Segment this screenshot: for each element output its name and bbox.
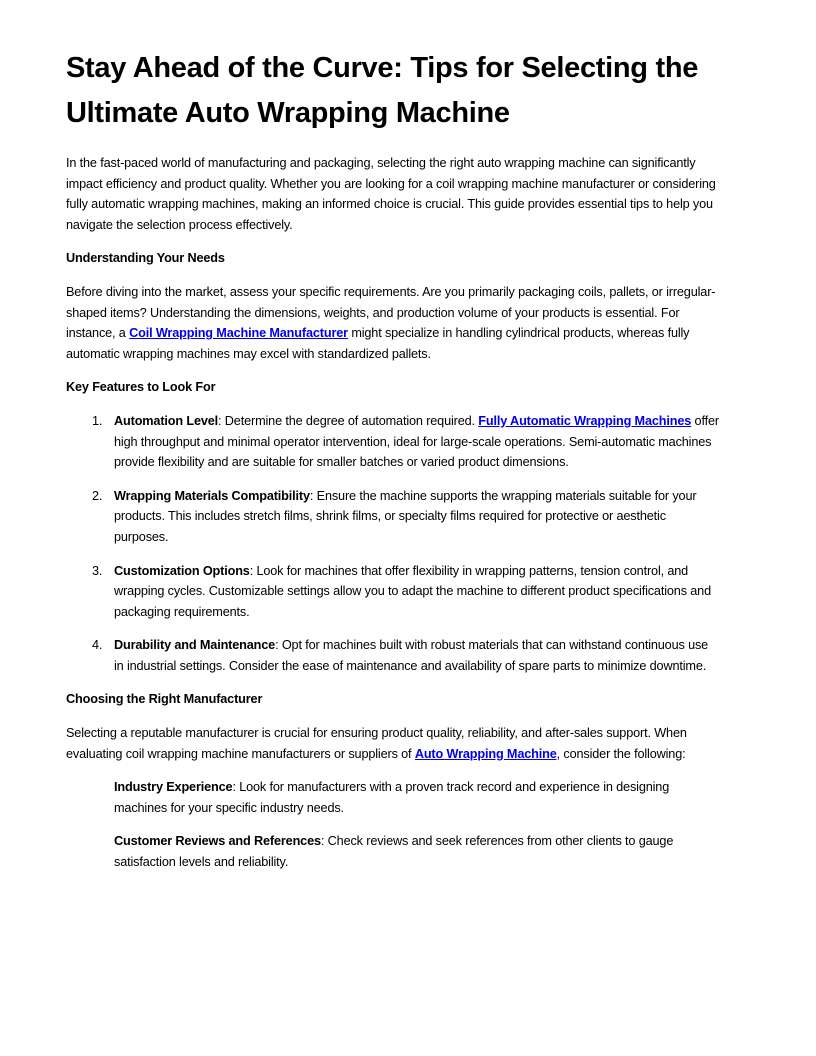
text: , consider the following: bbox=[556, 746, 686, 761]
term: Customization Options bbox=[114, 563, 250, 578]
text: : Look for machines that offer flexibility in wrapping patterns, tension control, and wrapping cycles. Customizable settings allow you to adapt the machine to different product specifications and packaging requirements. bbox=[114, 563, 711, 619]
intro-paragraph: In the fast-paced world of manufacturing and packaging, selecting the right auto wrapping machine can significantly impact efficiency and product quality. Whether you are looking for a coil wrapping machine manufacturer or considering fully automatic wrapping machines, making an informed choice is crucial. This guide provides essential tips to help you navigate the selection process effectively. bbox=[66, 156, 716, 232]
text: might specialize in handling cylindrical products, whereas fully automatic wrapping machines may excel with standardized pallets. bbox=[66, 326, 690, 361]
text: Selecting a reputable manufacturer is crucial for ensuring product quality, reliability, and after-sales support. When evaluating coil wrapping machine manufacturers or suppliers of bbox=[66, 726, 687, 761]
text: : Ensure the machine supports the wrapping materials suitable for your products. This includes stretch films, shrink films, or specialty films required for protective or aesthetic purposes. bbox=[114, 488, 697, 544]
text: : Check reviews and seek references from other clients to gauge satisfaction levels and reliability. bbox=[114, 834, 674, 870]
paragraph bbox=[66, 723, 720, 764]
text: offer high throughput and minimal operator intervention, ideal for large-scale operations. Semi-automatic machines provide flexibility and are suitable for smaller batches or varied product dimensions. bbox=[114, 413, 719, 470]
paragraph bbox=[66, 282, 720, 364]
list-item bbox=[66, 635, 720, 676]
list-number: 2. bbox=[92, 488, 103, 503]
features-list bbox=[66, 411, 720, 677]
text: : Opt for machines built with robust materials that can withstand continuous use in industrial settings. Consider the ease of maintenance and availability of spare parts to minimize downtime. bbox=[114, 638, 709, 673]
term: Durability and Maintenance bbox=[114, 638, 276, 653]
list-item bbox=[66, 486, 720, 548]
text: Before diving into the market, assess your specific requirements. Are you primarily packaging coils, pallets, or irregular-shaped items? Understanding the dimensions, weights, and production volume of your products is essential. For instance, a bbox=[66, 284, 716, 341]
text: : Look for manufacturers with a proven track record and experience in designing machines for your specific industry needs. bbox=[114, 780, 670, 815]
section-heading: Understanding Your Needs bbox=[66, 251, 225, 266]
list-number: 4. bbox=[92, 638, 103, 653]
list-item bbox=[66, 411, 720, 473]
term: Automation Level bbox=[114, 413, 219, 428]
page-title: Stay Ahead of the Curve: Tips for Selecting the Ultimate Auto Wrapping Machine bbox=[66, 52, 699, 129]
indented-item bbox=[66, 777, 720, 818]
term: Wrapping Materials Compatibility bbox=[114, 488, 310, 503]
document-page bbox=[66, 46, 720, 886]
auto-wrapping-link[interactable]: Auto Wrapping Machine bbox=[414, 746, 557, 761]
term: Industry Experience bbox=[114, 780, 233, 795]
coil-wrapping-link[interactable]: Coil Wrapping Machine Manufacturer bbox=[129, 326, 348, 341]
list-number: 3. bbox=[92, 563, 103, 578]
section-heading: Choosing the Right Manufacturer bbox=[66, 692, 263, 707]
indented-item bbox=[66, 831, 720, 872]
list-number: 1. bbox=[92, 413, 103, 428]
text: : Determine the degree of automation required. bbox=[218, 413, 479, 428]
fully-automatic-link[interactable]: Fully Automatic Wrapping Machines bbox=[478, 413, 692, 428]
list-item bbox=[66, 561, 720, 623]
section-heading: Key Features to Look For bbox=[66, 380, 216, 395]
term: Customer Reviews and References bbox=[114, 834, 321, 849]
